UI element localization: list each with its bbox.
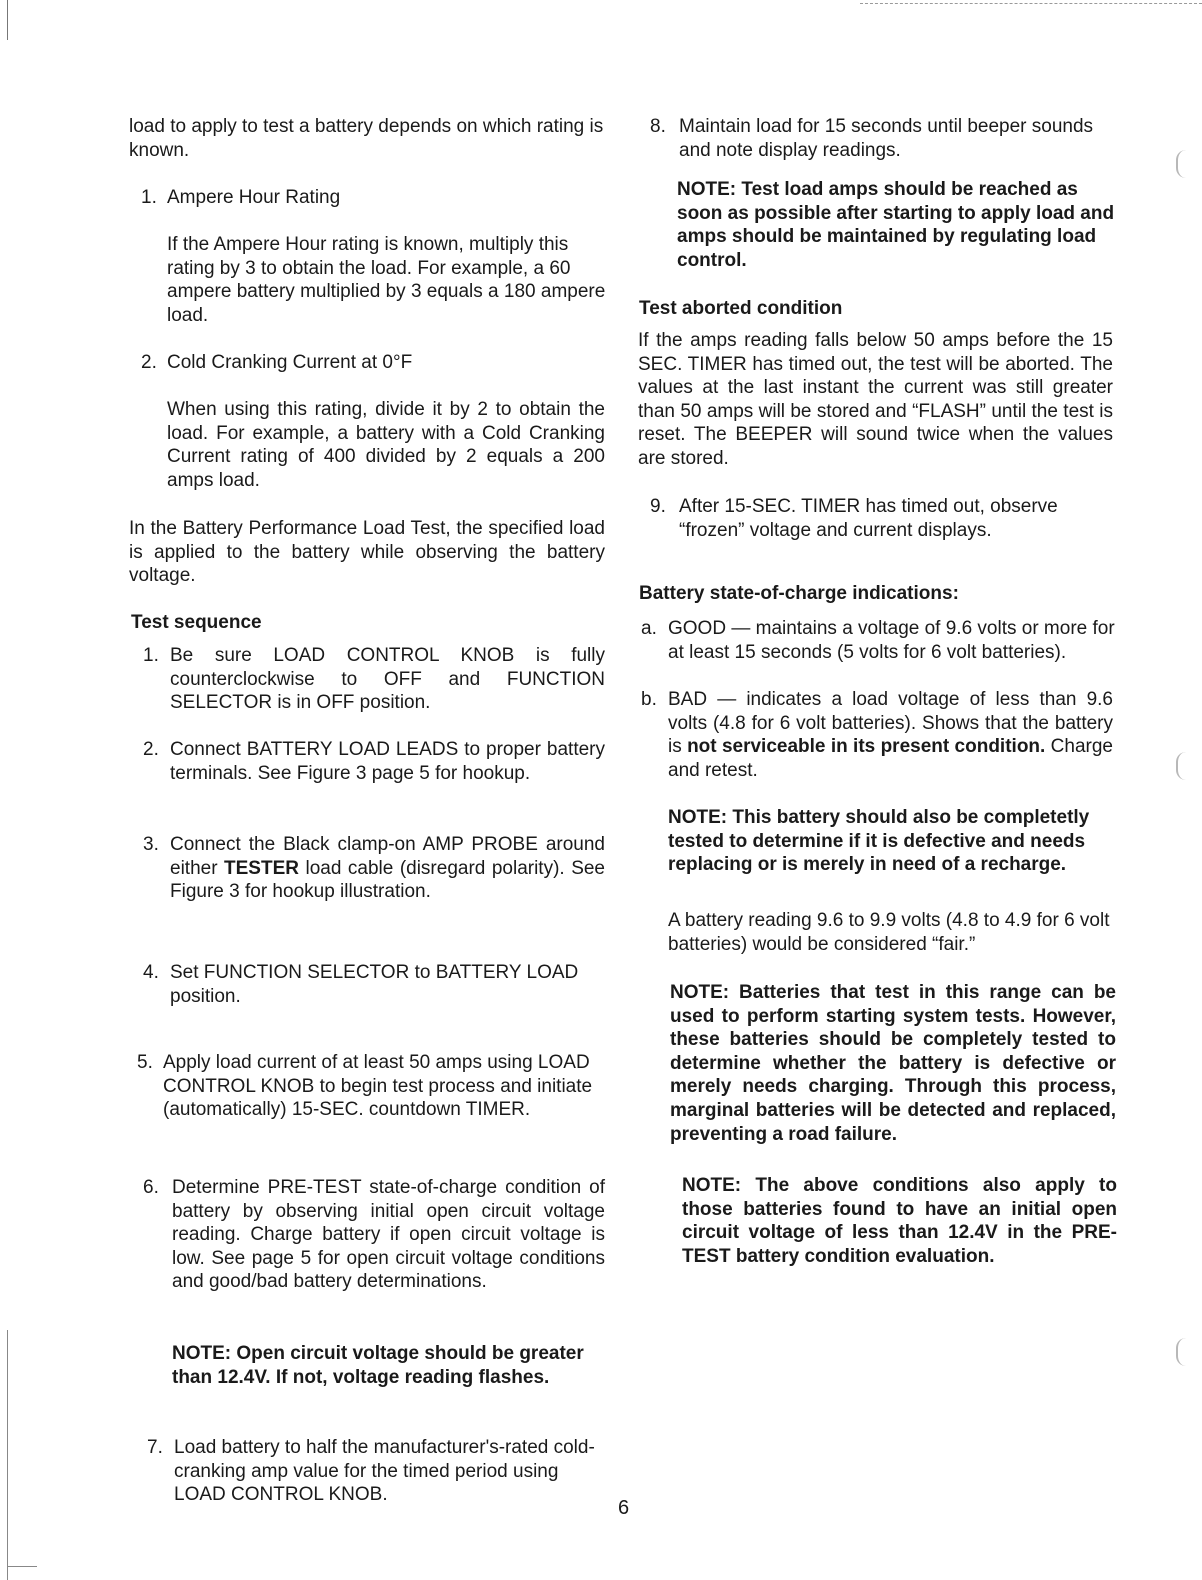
page-number: 6 [618,1497,630,1519]
step-text: Maintain load for 15 seconds until beeper sounds and note display readings. [679,116,1094,161]
step-number: 4. [143,962,159,983]
binder-hole-mark [1176,1338,1196,1366]
rating-title: Ampere Hour Rating [167,187,341,208]
step-text: After 15-SEC. TIMER has timed out, observe “frozen” voltage and current displays. [679,496,1058,541]
step-text: Load battery to half the manufacturer's-rated cold-cranking amp value for the timed period using LOAD CONTROL KNOB. [174,1437,595,1506]
step-number: 3. [143,834,159,855]
step-text: Connect BATTERY LOAD LEADS to proper battery terminals. See Figure 3 page 5 for hookup. [170,739,605,784]
item-emphasis: not serviceable in its present condition. [687,736,1046,758]
section-heading: Battery state-of-charge indications: [639,583,959,604]
step-text-part: Connect the Black clamp-on AMP PROBE around either [170,834,605,879]
top-edge-rule [860,3,1202,4]
step-number: 1. [143,645,159,666]
note-paragraph: NOTE: Batteries that test in this range can be used to perform starting system tests. However, these batteries should be completely tested to determine whether the battery is defective or merely needs charging. Through this process, marginal batteries will be detected and replaced, preventing a road failure. [670,982,1116,1145]
step-number: 2. [143,739,159,760]
step-text-part: load cable (disregard polarity). See Figure 3 for hookup illustration. [170,857,605,903]
rating-body: If the Ampere Hour rating is known, multiply this rating by 3 to obtain the load. For example, a 60 ampere battery multiplied by 3 equals a 180 ampere load. [167,234,606,326]
binder-hole-mark [1176,150,1196,178]
aborted-paragraph: If the amps reading falls below 50 amps before the 15 SEC. TIMER has timed out, the test will be aborted. The values at the last instant the current was still greater than 50 amps will be stored and “FLASH” until the test is reset. The BEEPER will sound twice when the values are stored. [638,330,1113,469]
left-edge-rule [7,1330,8,1580]
step-text: Be sure LOAD CONTROL KNOB is fully counterclockwise to OFF and FUNCTION SELECTOR is in OFF position. [170,645,605,714]
binder-hole-mark [1176,752,1196,780]
rating-title: Cold Cranking Current at 0°F [167,352,413,373]
rating-body: When using this rating, divide it by 2 to obtain the load. For example, a battery with a Cold Cranking Current rating of 400 divided by 2 equals a 200 amps load. [167,399,605,491]
item-text-part: BAD — indicates a load voltage of less than 9.6 volts (4.8 for 6 volt batteries). Shows that the battery is [668,689,1113,758]
step-number: 9. [650,496,666,517]
tester-emphasis: TESTER [224,857,299,879]
performance-paragraph: In the Battery Performance Load Test, the specified load is applied to the battery while observing the battery voltage. [129,518,605,587]
step-number: 7. [147,1437,163,1458]
step-text: Apply load current of at least 50 amps using LOAD CONTROL KNOB to begin test process and initiate (automatically) 15-SEC. countdown TIMER. [163,1052,593,1121]
item-text-part: Charge and retest. [668,736,1113,781]
item-text [668,688,1113,782]
step-text: Set FUNCTION SELECTOR to BATTERY LOAD position. [170,962,579,1007]
section-heading: Test sequence [131,612,262,633]
step-number: 5. [137,1052,153,1073]
left-edge-mark [7,0,8,40]
intro-paragraph: load to apply to test a battery depends on which rating is known. [129,116,604,161]
note-paragraph: NOTE: Open circuit voltage should be greater than 12.4V. If not, voltage reading flashes. [172,1343,584,1388]
step-number: 8. [650,116,666,137]
bottom-edge-rule [7,1566,37,1567]
item-text: GOOD — maintains a voltage of 9.6 volts or more for at least 15 seconds (5 volts for 6 volt batteries). [668,618,1115,663]
item-label: b. [641,689,657,710]
rating-number: 2. [141,352,157,373]
step-text [170,833,605,904]
note-paragraph: NOTE: The above conditions also apply to those batteries found to have an initial open circuit voltage of less than 12.4V in the PRE-TEST battery condition evaluation. [682,1175,1117,1267]
rating-number: 1. [141,187,157,208]
item-label: a. [641,618,657,639]
fair-paragraph: A battery reading 9.6 to 9.9 volts (4.8 to 4.9 for 6 volt batteries) would be considered “fair.” [668,910,1110,955]
note-paragraph: NOTE: Test load amps should be reached as soon as possible after starting to apply load and amps should be maintained by regulating load control. [677,179,1115,271]
note-paragraph: NOTE: This battery should also be completetly tested to determine if it is defective and needs replacing or is merely in need of a recharge. [668,807,1090,876]
step-number: 6. [143,1177,159,1198]
section-heading: Test aborted condition [639,298,843,319]
step-text: Determine PRE-TEST state-of-charge condition of battery by observing initial open circuit voltage reading. Charge battery if open circuit voltage is low. See page 5 for open circuit voltage conditions and good/bad battery determinations. [172,1177,605,1293]
